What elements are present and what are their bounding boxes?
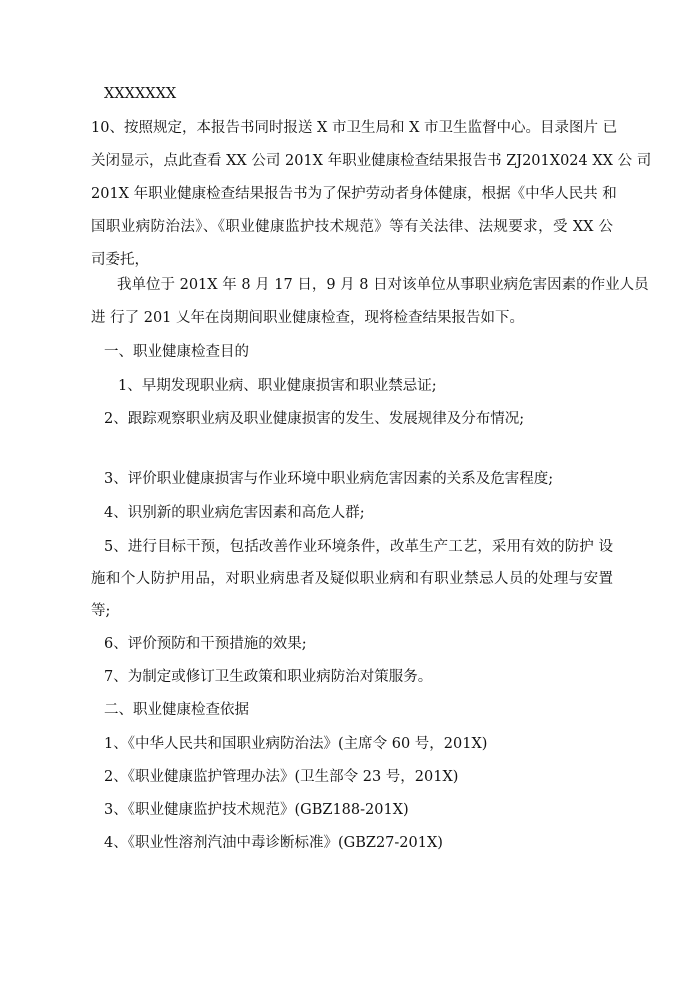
intro-line-2: 关闭显示，点此查看 XX 公司 201X 年职业健康检查结果报告书 ZJ201X024 XX 公 司 — [91, 153, 652, 169]
intro-line-5: 司委托， — [91, 252, 149, 268]
section2-item-3: 3、《职业健康监护技术规范》(GBZ188-201X) — [104, 802, 409, 818]
section1-item-4: 4、识别新的职业病危害因素和高危人群; — [104, 505, 365, 521]
intro-line-3: 201X 年职业健康检查结果报告书为了保护劳动者身体健康，根据《中华人民共 和 — [91, 186, 617, 202]
section2-item-2: 2、《职业健康监护管理办法》(卫生部令 23 号，201X) — [104, 769, 459, 785]
section1-item-5: 5、进行目标干预，包括改善作业环境条件，改革生产工艺，采用有效的防护 设 — [104, 539, 613, 555]
intro-line-1: 10、按照规定，本报告书同时报送 X 市卫生局和 X 市卫生监督中心。目录图片 已 — [91, 120, 618, 136]
header-code: XXXXXXX — [104, 86, 177, 102]
section1-item-3: 3、评价职业健康损害与作业环境中职业病危害因素的关系及危害程度; — [104, 471, 554, 487]
section1-item-5-cont: 施和个人防护用品，对职业病患者及疑似职业病和有职业禁忌人员的处理与安置 — [91, 571, 613, 587]
section1-item-5-end: 等; — [91, 603, 111, 619]
section2-item-1: 1、《中华人民共和国职业病防治法》(主席令 60 号，201X) — [104, 736, 488, 752]
para2-line-1: 我单位于 201X 年 8 月 17 日，9 月 8 日对该单位从事职业病危害因素的作业人员 — [117, 277, 649, 293]
section1-item-1: 1、早期发现职业病、职业健康损害和职业禁忌证; — [118, 378, 437, 394]
section1-item-6: 6、评价预防和干预措施的效果; — [104, 636, 307, 652]
section1-title: 一、职业健康检查目的 — [104, 344, 249, 360]
para2-line-2: 进 行了 201 乂年在岗期间职业健康检查，现将检查结果报告如下。 — [91, 310, 525, 326]
section1-item-7: 7、为制定或修订卫生政策和职业病防治对策服务。 — [104, 669, 433, 685]
section2-title: 二、职业健康检查依据 — [104, 702, 249, 718]
section1-item-2: 2、跟踪观察职业病及职业健康损害的发生、发展规律及分布情况; — [104, 411, 525, 427]
intro-line-4: 国职业病防治法》、《职业健康监护技术规范》等有关法律、法规要求，受 XX 公 — [91, 219, 613, 235]
section2-item-4: 4、《职业性溶剂汽油中毒诊断标准》(GBZ27-201X) — [104, 835, 443, 851]
